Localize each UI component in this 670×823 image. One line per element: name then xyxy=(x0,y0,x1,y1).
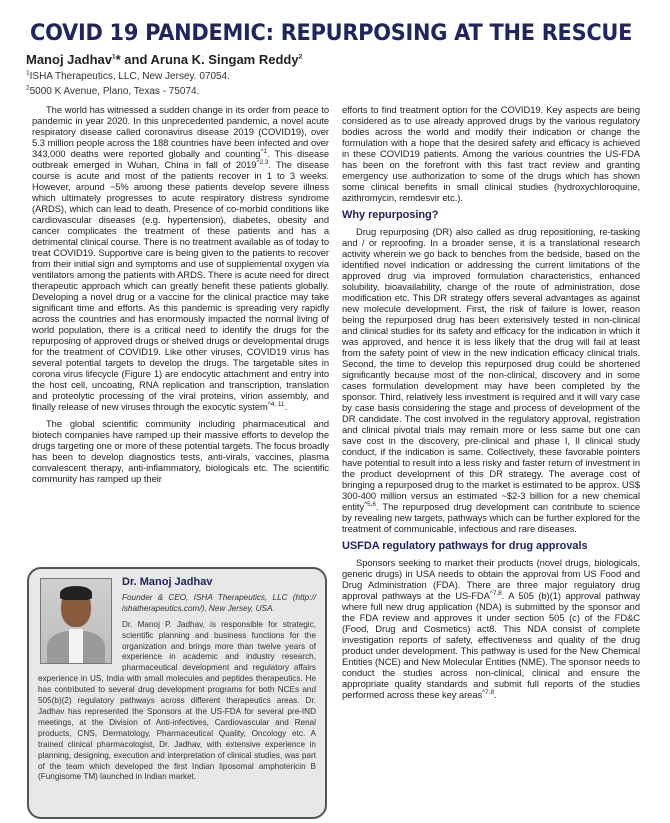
citation-sup: ^5,6 xyxy=(364,500,376,508)
citation-sup: ^2,3 xyxy=(256,158,269,166)
affiliation-2 xyxy=(26,86,199,97)
body-paragraph xyxy=(32,104,329,412)
author-bio-box xyxy=(27,567,327,819)
paragraph-text: . The disease course is acute and most of the patients recover in 1 to 3 weeks. However, around ~5% among these patients develop severe illness which ultimately progresses to acute respiratory distress syndrome (ARDS), which can lead to death. Presence of co-morbid conditions like cardiovascular diseases (e.g. hypertension), diabetes, obesity and cancer complicates the treatment of these patients and has a detrimental clinical course. There is no treatment available as of today to treat COVID19. Supportive care is being given to the patients to recover from their initial sign and symptoms and use of supplemental oxygen via ventilators among the patients with ARDS. There is acute need for direct therapeutic approach which can greatly benefit these patients globally. Developing a novel drug or a vaccine for the clinical practice may take significant time and efforts. As this pandemic is spreading very rapidly across the countries and has enormously impacted the normal living of world population, there is a critical need to identify the drugs for the repurposing of approved drugs or shelved drugs or developmental drugs for the treatment of COVID19. Like other viruses, COVID19 virus has several potential targets to develop the drugs. The targetable sites in corona virus lifecycle (Figure 1) are endocytic attachment and entry into the host cell, uncoating, RNA replication and transcription, translation and proteolytic processing of the viral proteins, virion assembly, and finally release of new viruses through the exocytic system xyxy=(32,159,330,412)
author-2: and Aruna K. Singam Reddy xyxy=(120,52,299,67)
bio-role: Founder & CEO, ISHA Therapeutics, LLC (http:// ishatherapeutics.com/), New Jersey, USA. xyxy=(122,592,316,613)
paragraph-text: efforts to find treatment option for the COVID19. Key aspects are being considered as to use already approved drugs by the various regulatory bodies across the world and modify their indication or change the formulation with a hope that the desired safety and efficacy is achieved in these COVID19 patients. Among the various countries the US-FDA has been on the forefront with this fast tract review and granting emergency use authorization to some of the drugs which has shown some clinical benefits in small clinical studies (hydroxychloroquine, azithromycin, remdesvir etc.). xyxy=(342,104,640,203)
citation-sup: ^1 xyxy=(260,147,267,155)
paragraph-text: The world has witnessed a sudden change in its order from peace to pandemic in year 2020. In this unprecedented pandemic, a novel acute respiratory disease called coronavirus disease 2019 (COVID19), over 5.3 million people across the 188 countries have been infected and over 343,000 deaths were reported globally and counting xyxy=(32,104,329,159)
paragraph-text: . xyxy=(284,401,288,412)
citation-sup: ^4, 11 xyxy=(267,400,285,408)
author-1: Manoj Jadhav xyxy=(26,52,112,67)
affiliation-sup: 2 xyxy=(26,84,30,92)
body-paragraph xyxy=(32,418,329,484)
author-photo xyxy=(40,578,112,664)
author-1-sup: 1 xyxy=(111,53,116,61)
paragraph-text: Sponsors seeking to market their products (novel drugs, biologicals, generic drugs) in USA needs to obtain the approval from US Food and Drug Administration (FDA). There are three major regulatory drug approval pathways at the US-FDA xyxy=(342,557,640,601)
paragraph-text: The global scientific community including pharmaceutical and biotech companies have ramped up their massive efforts to develop the drugs targeting one or more of these potential targets. The focus broadly has been to develop diagnostics tests, anti-virals, vaccines, plasma convalescent therapy, anti-inflammatory, biologicals etc. The scientific community has ramped up their xyxy=(32,418,329,484)
paragraph-text: . This disease outbreak emerged in Wuhan, China in fall of 2019 xyxy=(32,148,329,170)
citation-sup: ^7,8 xyxy=(489,589,502,597)
body-paragraph xyxy=(342,104,640,203)
paragraph-text: . xyxy=(494,689,497,700)
paragraph-text: . The repurposed drug development can contribute to science by revealing new targets, pathways which can be further explored for the treatment of communicable, infectious and rare diseases. xyxy=(342,501,640,534)
body-paragraph xyxy=(342,226,640,534)
article-title: COVID 19 PANDEMIC: REPURPOSING AT THE RESCUE xyxy=(30,20,633,46)
paragraph-text: . A 505 (b)(1) approval pathway where full new drug application (NDA) is submitted by the sponsor and the FDA review and approves it under section 505 (c) of the FD&C (Food, Drug and Cosmetics) act8. This NDA consist of complete investigation reports of safety, effectiveness and quality of the drug product under development. This pathway is used for the New Chemical Entities (NCE) and New Molecular Entities (NME). The sponsor needs to conduct the studies across non-clinical, clinical and ensure the appropriate quality standards and submit full reports of the studies performed across these key areas xyxy=(342,590,641,700)
paragraph-text: Drug repurposing (DR) also called as drug repositioning, re-tasking and / or reproofing. In a broader sense, it is a translational research activity wherein we go back to benches from the bedside, based on the identified novel indication or addressing the current limitations of the approved drug via improved formulation characteristics, enhanced solubility, bioavailability, change of the route of administration, dose modification etc. This DR strategy offers several advantages as against new molecule development. First, the risk of failure is lower, reason being the repurposed drug has been extensively tested in non-clinical and clinical studies for its safety and efficacy for the indication in which it was approved, and hence it is less likely that the drug will fail at least from the safety point of view in the new indication efficacy clinical trials. Second, the time to develop this repurposed drug could be shortened significantly because most of the non-clinical, discovery and in some cases formulation development may have been completed by the sponsor. Third, relatively less investment is required and it will vary case by case basis considering the stage and process of development of the DR candidate. The cost involved in the regulatory approval, registration and clinical pivotal trials may remain more or less same but one can save cost in the discovery, pre-clinical and phase I, II clinical study conduct, if the indication is same. Collectively, these favorable pointers have potential to result into a less risky and faster return of investment in the product development of this DR strategy. The average cost of bringing a repurposed drug to the market is estimated to be approx. US$ 300-400 million versus an estimated ~$2-3 billion for a new chemical entity xyxy=(342,226,640,512)
affiliation-text: 5000 K Avenue, Plano, Texas - 75074. xyxy=(29,86,200,97)
left-column xyxy=(32,104,329,490)
body-paragraph xyxy=(342,557,640,700)
author-2-sup: 2 xyxy=(298,53,303,61)
citation-sup: ^7,8 xyxy=(482,688,495,696)
affiliation-1 xyxy=(26,71,230,82)
section-heading: USFDA regulatory pathways for drug approvals xyxy=(342,540,588,552)
section-heading: Why repurposing? xyxy=(342,209,439,221)
bio-text: Dr. Manoj P. Jadhav, is responsible for strategic, scientific planning and business functions for the organization and brings more than twelve years of experience in academic and industry research, pharmaceutical development and regulatory affairs experience in US, India with small molecules and peptides therapeutics. He has contributed to several drug development programs for both NCEs and 505(b)(2) regulatory pathways across different therapeutics areas. Dr. Jadhav has represented the Sponsors at the US-FDA for several pre-IND meetings, at the Division of Anti-infectives, Cardiovascular and Renal products, CNS, Dermatology, Pharmaceutical Quality, Oncology etc. A trained clinical pharmacologist, Dr. Jadhav, with extensive experience in planning, designing, execution and interpretation of clinical studies, was part of the team which developed the first Indian liposomal amphotericin B (Fungisome TM) launched in Indian market. xyxy=(38,619,316,782)
right-column xyxy=(342,104,640,706)
bio-name: Dr. Manoj Jadhav xyxy=(122,576,213,588)
author-1-star: * xyxy=(115,52,121,67)
affiliation-text: ISHA Therapeutics, LLC, New Jersey. 07054. xyxy=(29,71,230,82)
author-line xyxy=(26,52,302,67)
affiliation-sup: 1 xyxy=(26,69,30,77)
